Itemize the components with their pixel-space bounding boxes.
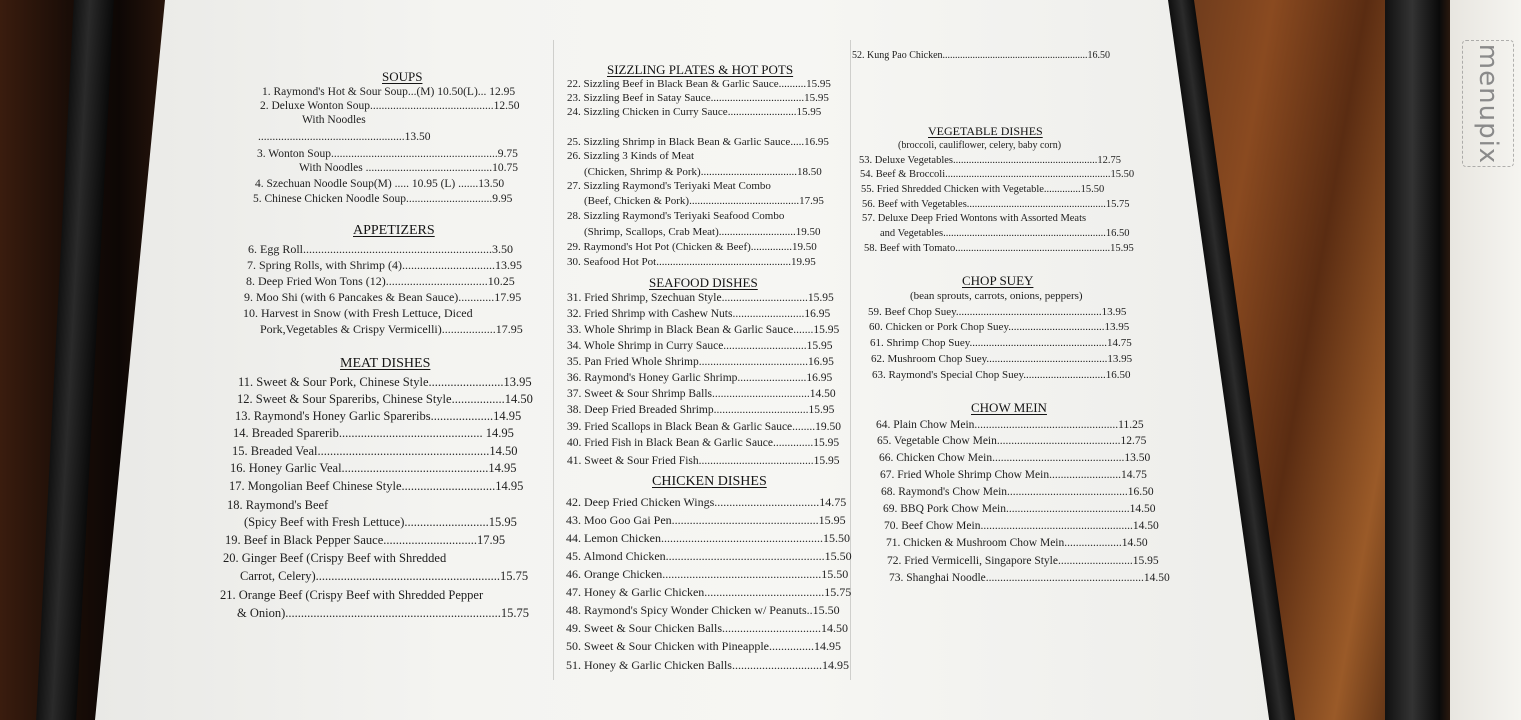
menu-item: 30. Seafood Hot Pot.................................................19.95	[567, 256, 816, 268]
menu-item: 49. Sweet & Sour Chicken Balls.................................14.50	[566, 621, 848, 635]
menu-item: With Noodles ............................................10.75	[299, 162, 518, 174]
menu-item: 37. Sweet & Sour Shrimp Balls..................................14.50	[567, 388, 836, 400]
menu-item: 48. Raymond's Spicy Wonder Chicken w/ Peanuts..15.50	[566, 603, 840, 617]
menu-item: 39. Fried Scallops in Black Bean & Garlic Sauce........19.50	[567, 421, 842, 433]
menu-item: (Chicken, Shrimp & Pork)...................................18.50	[584, 166, 822, 178]
menu-item: 36. Raymond's Honey Garlic Shrimp........................16.95	[567, 372, 833, 384]
menu-item: 65. Vegetable Chow Mein...........................................12.75	[877, 435, 1147, 447]
menu-item: 9. Moo Shi (with 6 Pancakes & Bean Sauce)............17.95	[244, 290, 522, 304]
menu-item: 35. Pan Fried Whole Shrimp......................................16.95	[567, 356, 834, 368]
menu-item: 31. Fried Shrimp, Szechuan Style..............................15.95	[567, 292, 834, 304]
menu-item: 12. Sweet & Sour Spareribs, Chinese Style.................14.50	[237, 392, 533, 406]
menu-item: 57. Deluxe Deep Fried Wontons with Assorted Meats	[862, 213, 1087, 224]
menu-item: 14. Breaded Sparerib.............................................. 14.95	[233, 426, 514, 440]
menu-item: and Vegetables..............................................................16.50	[880, 228, 1130, 239]
heading-chicken-dishes: CHICKEN DISHES	[652, 474, 767, 489]
menu-item: 64. Plain Chow Mein..................................................11.25	[876, 419, 1144, 431]
menu-item: 20. Ginger Beef (Crispy Beef with Shredded	[223, 551, 447, 565]
menu-item: 53. Deluxe Vegetables.......................................................12.75	[859, 155, 1121, 166]
heading-chop-suey: CHOP SUEY	[962, 273, 1034, 288]
column-divider-1	[553, 40, 554, 680]
menu-item: 17. Mongolian Beef Chinese Style..............................14.95	[229, 479, 524, 493]
menu-item: 68. Raymond's Chow Mein..........................................16.50	[881, 486, 1154, 498]
menu-item: 32. Fried Shrimp with Cashew Nuts.........................16.95	[567, 308, 831, 320]
menu-item: (Spicy Beef with Fresh Lettuce)...........................15.95	[244, 515, 517, 529]
menu-item: 34. Whole Shrimp in Curry Sauce.............................15.95	[567, 340, 833, 352]
menu-item: 21. Orange Beef (Crispy Beef with Shredded Pepper	[220, 588, 484, 602]
menu-item: 63. Raymond's Special Chop Suey..............................16.50	[872, 369, 1131, 381]
menu-item: 69. BBQ Pork Chow Mein...........................................14.50	[883, 503, 1156, 515]
heading-sizzling-plates: SIZZLING PLATES & HOT POTS	[607, 62, 794, 77]
menu-item-note: With Noodles	[302, 114, 366, 126]
menu-item: 70. Beef Chow Mein.....................................................14.50	[884, 520, 1159, 532]
menu-item: 24. Sizzling Chicken in Curry Sauce.........................15.95	[567, 106, 822, 118]
menu-item: 59. Beef Chop Suey.....................................................13.95	[868, 306, 1127, 318]
menu-item: 72. Fried Vermicelli, Singapore Style..........................15.95	[887, 555, 1159, 567]
heading-appetizers: APPETIZERS	[353, 223, 435, 238]
menu-item: 62. Mushroom Chop Suey............................................13.95	[871, 353, 1133, 365]
menu-item: 51. Honey & Garlic Chicken Balls..............................14.95	[566, 658, 849, 672]
menu-item: 58. Beef with Tomato...........................................................15.95	[864, 243, 1134, 254]
menu-item: 26. Sizzling 3 Kinds of Meat	[567, 150, 695, 162]
menu-item: 33. Whole Shrimp in Black Bean & Garlic Sauce.......15.95	[567, 324, 840, 336]
menu-item: 47. Honey & Garlic Chicken........................................15.75	[566, 585, 852, 599]
column-divider-2	[850, 40, 851, 680]
menu-item: 25. Sizzling Shrimp in Black Bean & Garlic Sauce.....16.95	[567, 136, 829, 148]
menu-item: 52. Kung Pao Chicken..........................................................16.50	[852, 50, 1111, 61]
menu-item: 10. Harvest in Snow (with Fresh Lettuce, Diced	[243, 306, 473, 320]
menu-item: (Beef, Chicken & Pork)........................................17.95	[584, 195, 824, 207]
menu-item: 29. Raymond's Hot Pot (Chicken & Beef)...............19.50	[567, 241, 817, 253]
menu-item: 60. Chicken or Pork Chop Suey...................................13.95	[869, 321, 1130, 333]
menu-item: 1. Raymond's Hot & Sour Soup...(M) 10.50(L)... 12.95	[262, 86, 516, 98]
heading-chow-mein: CHOW MEIN	[971, 400, 1047, 415]
menu-item: 56. Beef with Vegetables.....................................................15.75	[862, 199, 1130, 210]
menu-item: 41. Sweet & Sour Fried Fish........................................15.95	[567, 455, 840, 467]
menu-item: 54. Beef & Broccoli...............................................................15.50	[860, 169, 1135, 180]
menu-item: 50. Sweet & Sour Chicken with Pineapple...............14.95	[566, 639, 841, 653]
menu-item: 40. Fried Fish in Black Bean & Garlic Sauce..............15.95	[567, 437, 840, 449]
menu-item: 15. Breaded Veal.......................................................14.50	[232, 444, 518, 458]
heading-soups: SOUPS	[382, 69, 423, 84]
menu-item: 27. Sizzling Raymond's Teriyaki Meat Combo	[567, 180, 771, 192]
menu-item: 42. Deep Fried Chicken Wings...................................14.75	[566, 495, 847, 509]
menu-item: 7. Spring Rolls, with Shrimp (4)...............................13.95	[247, 258, 523, 272]
menu-item: 61. Shrimp Chop Suey..................................................14.75	[870, 337, 1132, 349]
menu-item: 73. Shanghai Noodle.......................................................14.50	[889, 572, 1170, 584]
watermark-logo	[1462, 40, 1514, 167]
menu-item: 23. Sizzling Beef in Satay Sauce..................................15.95	[567, 92, 829, 104]
menu-item: 45. Almond Chicken.....................................................15.50	[566, 549, 852, 563]
menu-item: 44. Lemon Chicken......................................................15.50	[566, 531, 850, 545]
menu-item: 13. Raymond's Honey Garlic Spareribs....................14.95	[235, 409, 522, 423]
watermark-text: menupix	[1473, 43, 1503, 164]
menu-item: 6. Egg Roll...............................................................3.50	[248, 242, 514, 256]
menu-item: Carrot, Celery)...........................................................15.75	[240, 569, 529, 583]
menu-item: 55. Fried Shredded Chicken with Vegetable..............15.50	[861, 184, 1105, 195]
menu-item: 22. Sizzling Beef in Black Bean & Garlic Sauce..........15.95	[567, 78, 831, 90]
menu-item: 18. Raymond's Beef	[227, 498, 329, 512]
menu-item-price: ...................................................13.50	[258, 131, 431, 143]
section-subtitle: (broccoli, cauliflower, celery, baby corn)	[898, 140, 1062, 151]
menu-item: 8. Deep Fried Won Tons (12)..................................10.25	[246, 274, 515, 288]
menu-item: 3. Wonton Soup..........................................................9.75	[257, 148, 518, 160]
menu-item: 71. Chicken & Mushroom Chow Mein....................14.50	[886, 537, 1148, 549]
menu-item: 67. Fried Whole Shrimp Chow Mein.........................14.75	[880, 469, 1147, 481]
menu-item: 5. Chinese Chicken Noodle Soup..............................9.95	[253, 193, 513, 205]
menu-item: (Shrimp, Scallops, Crab Meat)............................19.50	[584, 226, 821, 238]
menu-item: 38. Deep Fried Breaded Shrimp.................................15.95	[567, 404, 835, 416]
menu-item: & Onion).....................................................................15.75	[237, 606, 530, 620]
section-subtitle: (bean sprouts, carrots, onions, peppers)	[910, 290, 1083, 302]
menu-item: 19. Beef in Black Pepper Sauce..............................17.95	[225, 533, 506, 547]
menu-item: 66. Chicken Chow Mein..............................................13.50	[879, 452, 1151, 464]
heading-meat-dishes: MEAT DISHES	[340, 356, 431, 371]
heading-seafood-dishes: SEAFOOD DISHES	[649, 275, 758, 290]
menu-item: 11. Sweet & Sour Pork, Chinese Style........................13.95	[238, 375, 532, 389]
menu-item: 28. Sizzling Raymond's Teriyaki Seafood Combo	[567, 210, 785, 222]
menu-item: 4. Szechuan Noodle Soup(M) ..... 10.95 (L) .......13.50	[255, 178, 505, 190]
menu-item: 16. Honey Garlic Veal...............................................14.95	[230, 461, 517, 475]
menu-item: 43. Moo Goo Gai Pen.................................................15.95	[566, 513, 846, 527]
heading-vegetable-dishes: VEGETABLE DISHES	[928, 124, 1043, 138]
menu-item: 2. Deluxe Wonton Soup...........................................12.50	[260, 100, 520, 112]
menu-item: Pork,Vegetables & Crispy Vermicelli)..................17.95	[260, 322, 523, 336]
menu-item: 46. Orange Chicken.....................................................15.50	[566, 567, 849, 581]
